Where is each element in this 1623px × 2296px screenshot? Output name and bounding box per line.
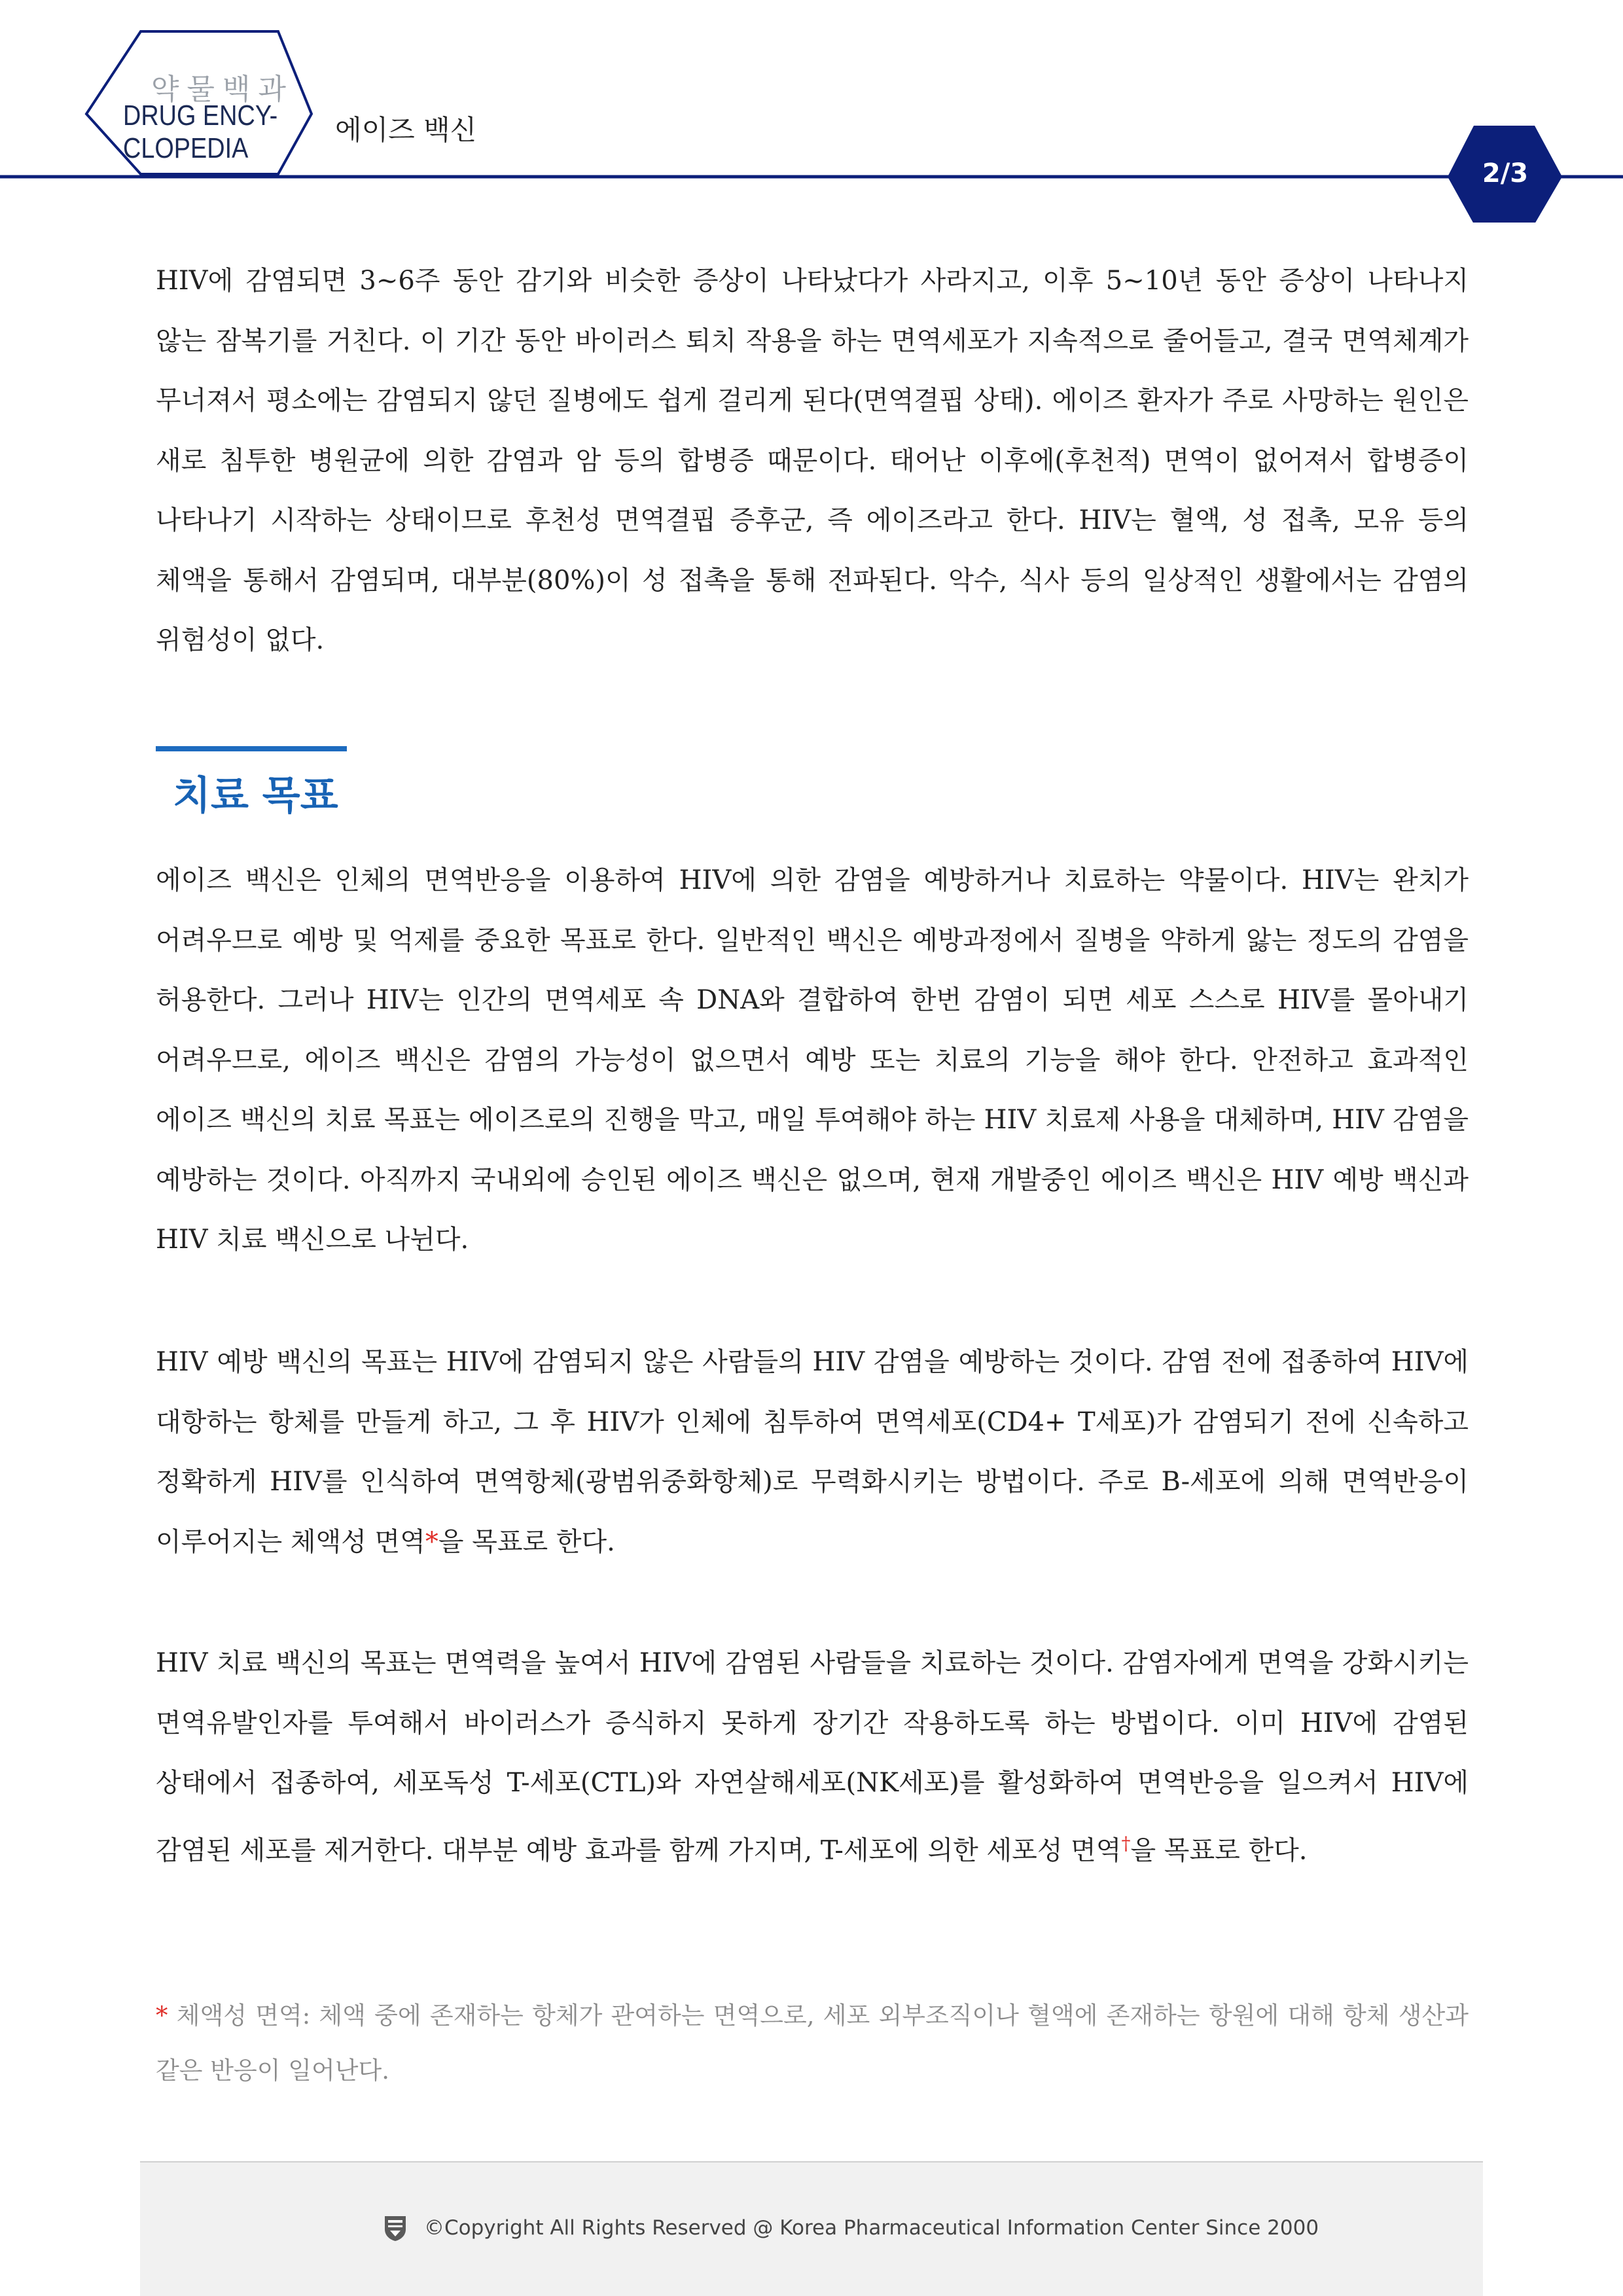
humoral-immunity-footnote-mark: * xyxy=(425,1526,438,1557)
goal-paragraph-2-text: HIV 예방 백신의 목표는 HIV에 감염되지 않은 사람들의 HIV 감염을 예방하는 것이다. 감염 전에 접종하여 HIV에 대항하는 항체를 만들게 하고, 그 후 HIV가 인체에 침투하여 면역세포(CD4+ T세포)가 감염되기 전에 신속하고 정확하게 HIV를 인식하여 면역항체(광범위중화항체)로 무력화시키는 방법이다. 주로 B-세포에 의해 면역반응이 이루어지는 체액성 면역 xyxy=(156,1347,1469,1557)
cellular-immunity-footnote-mark: † xyxy=(1121,1832,1131,1854)
page-header xyxy=(0,0,1623,223)
goal-paragraph-3 xyxy=(156,1634,1469,1880)
kpic-shield-icon xyxy=(382,2214,408,2242)
header-title: 에이즈 백신 xyxy=(335,114,477,146)
logo-english-line1: DRUG ENCY- xyxy=(123,99,278,132)
goal-paragraph-2 xyxy=(156,1333,1469,1572)
logo-english xyxy=(123,99,292,165)
goal-paragraph-1: 에이즈 백신은 인체의 면역반응을 이용하여 HIV에 의한 감염을 예방하거나 치료하는 약물이다. HIV는 완치가 어려우므로 예방 및 억제를 중요한 목표로 한다. 일반적인 백신은 예방과정에서 질병을 약하게 앓는 정도의 감염을 허용한다. 그러나 HIV는 인간의 면역세포 속 DNA와 결합하여 한번 감염이 되면 세포 스스로 HIV를 몰아내기 어려우므로, 에이즈 백신은 감염의 가능성이 없으면서 예방 또는 치료의 기능을 해야 한다. 안전하고 효과적인 에이즈 백신의 치료 목표는 에이즈로의 진행을 막고, 매일 투여해야 하는 HIV 치료제 사용을 대체하며, HIV 감염을 예방하는 것이다. 아직까지 국내외에 승인된 에이즈 백신은 없으며, 현재 개발중인 에이즈 백신은 HIV 예방 백신과 HIV 치료 백신으로 나뉜다. xyxy=(156,865,1469,1255)
footer-copyright: ©Copyright All Rights Reserved @ Korea Pharmaceutical Information Center Since 2000 xyxy=(424,2216,1319,2240)
logo-korean: 약물백과 xyxy=(151,73,294,106)
section-title-rule xyxy=(156,746,347,751)
goal-paragraph-3-text: HIV 치료 백신의 목표는 면역력을 높여서 HIV에 감염된 사람들을 치료하는 것이다. 감염자에게 면역을 강화시키는 면역유발인자를 투여해서 바이러스가 증식하지 못하게 장기간 작용하도록 하는 방법이다. 이미 HIV에 감염된 상태에서 접종하여, 세포독성 T-세포(CTL)와 자연살해세포(NK세포)를 활성화하여 면역반응을 일으켜서 HIV에 감염된 세포를 제거한다. 대부분 예방 효과를 함께 가지며, T-세포에 의한 세포성 면역 xyxy=(156,1648,1469,1865)
page-number: 2/3 xyxy=(1482,158,1529,188)
section-title: 치료 목표 xyxy=(173,773,338,819)
goal-paragraph-3-tail: 을 목표로 한다. xyxy=(1130,1835,1308,1865)
footnote-mark: * xyxy=(156,2001,168,2030)
footnote xyxy=(156,1988,1469,2098)
footnote-text: 체액성 면역: 체액 중에 존재하는 항체가 관여하는 면역으로, 세포 외부조직이나 혈액에 존재하는 항원에 대해 항체 생산과 같은 반응이 일어난다. xyxy=(156,2001,1469,2085)
intro-paragraph: HIV에 감염되면 3~6주 동안 감기와 비슷한 증상이 나타났다가 사라지고, 이후 5~10년 동안 증상이 나타나지 않는 잠복기를 거친다. 이 기간 동안 바이러스 퇴치 작용을 하는 면역세포가 지속적으로 줄어들고, 결국 면역체계가 무너져서 평소에는 감염되지 않던 질병에도 쉽게 걸리게 된다(면역결핍 상태). 에이즈 환자가 주로 사망하는 원인은 새로 침투한 병원균에 의한 감염과 암 등의 합병증 때문이다. 태어난 이후에(후천적) 면역이 없어져서 합병증이 나타나기 시작하는 상태이므로 후천성 면역결핍 증후군, 즉 에이즈라고 한다. HIV는 혈액, 성 접촉, 모유 등의 체액을 통해서 감염되며, 대부분(80%)이 성 접촉을 통해 전파된다. 악수, 식사 등의 일상적인 생활에서는 감염의 위험성이 없다. xyxy=(156,266,1469,655)
goal-paragraph-2-tail: 을 목표로 한다. xyxy=(438,1526,615,1557)
logo-english-line2: CLOPEDIA xyxy=(123,132,249,164)
